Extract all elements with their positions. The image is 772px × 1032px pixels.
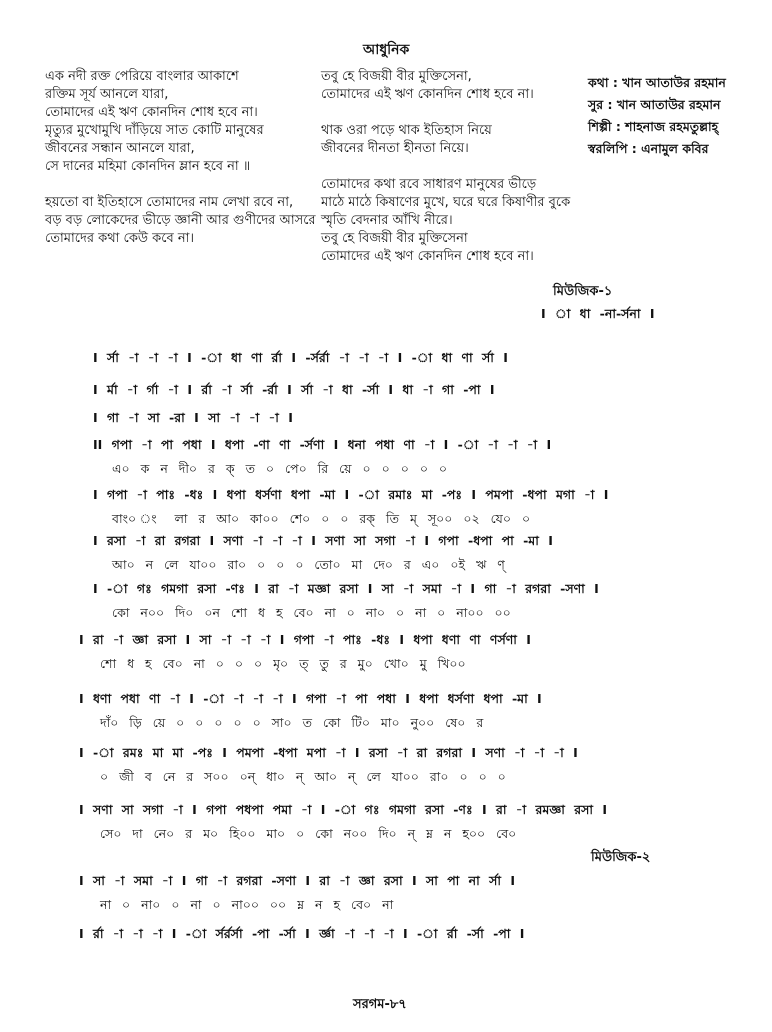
lyric-line: তোমাদের এই ঋণ কোনদিন শোধ হবে না।	[321, 87, 534, 102]
credit-lyricist: কথা : খান আতাউর রহমান	[588, 75, 726, 90]
lyric-syllables: না ০ না০ ০ না ০ না০০ ০০ ম্ন ন হ বে০ না	[100, 897, 394, 912]
lyric-line: তোমাদের কথা কেউ কবে না।	[45, 231, 195, 246]
lyric-line: মাঠে মাঠে কিষাণের মুখে, ঘরে ঘরে কিষাণীর বুকে	[321, 195, 571, 210]
lyric-syllables: সে০ দা নে০ র ম০ হি০০ মা০ ০ কো ন০০ দি০ ন্ ম্ন ন হ০০ বে০	[100, 826, 517, 841]
page-number: সরগম-৮৭	[353, 997, 407, 1012]
notation-row: I রা -া জ্ঞা রসা I সা -া -া -া I গপা -া পাঃ -ধঃ I ধপা ধণা ণা ণর্সণা I	[79, 632, 531, 647]
notation-row: I -া গঃ গমগা রসা -ণঃ I রা -া মজ্ঞা রসা I সা -া সমা -া I গা -া রগরা -সণা I	[93, 581, 599, 596]
lyric-syllables: কো ন০০ দি০ ০ন শো ধ হ বে০ না ০ না০ ০ না ০ না০০ ০০	[112, 605, 511, 620]
notation-row: I র্সা -া -া -া I -া ধা ণা র্রা I -র্সর্রা -া -া -া I -া ধা ণা র্সা I	[93, 350, 508, 365]
notation-row: I গপা -া পাঃ -ধঃ I ধপা ধর্সণা ধপা -মা I -া রমাঃ মা -পঃ I পমপা -ধপা মগা -া I	[93, 487, 609, 502]
lyric-syllables: ০ জী ব নে র স০০ ০ন্ ধা০ ন্ আ০ ন্ লে যা০০ রা০ ০ ০ ০	[100, 769, 506, 784]
lyric-line: তবু হে বিজয়ী বীর মুক্তিসেনা	[321, 231, 468, 246]
notation-row: I রসা -া রা রগরা I সণা -া -া -া I সণা সা সগা -া I গপা -ধপা পা -মা I	[93, 533, 553, 548]
lyric-line: তবু হে বিজয়ী বীর মুক্তিসেনা,	[321, 69, 472, 84]
page-title: আধুনিক	[363, 42, 410, 58]
lyric-syllables: আ০ ন লে যা০০ রা০ ০ ০ ০ তো০ মা দে০ র এ০ ০ই ঋ ণ্	[112, 557, 505, 572]
credit-notation: স্বরলিপি : এনামুল কবির	[588, 141, 709, 156]
lyric-line: জীবনের সন্ধান আনলে যারা,	[45, 141, 195, 156]
notation-row: I র্মা -া র্গা -া I র্রা -া র্সা -র্রা I র্সা -া ধা -র্সা I ধা -া গা -পা I	[93, 382, 495, 397]
lyric-syllables: শো ধ হ বে০ না ০ ০ ০ মৃ০ ত্ তু র মু০ খো০ মু খি০০	[100, 656, 466, 671]
lyric-syllables: এ০ ক ন দী০ র ক্ ত ০ পে০ রি য়ে ০ ০ ০ ০ ০	[112, 461, 448, 476]
music1-title: মিউজিক-১	[553, 284, 613, 299]
notation-row: I র্রা -া -া -া I -া র্সর্রর্সা -পা -র্সা I র্জ্ঞা -া -া -া I -া র্রা -র্সা -পা I	[79, 926, 525, 941]
lyric-line: স্মৃতি বেদনার আঁখি নীরে।	[321, 213, 453, 228]
music1-intro: I া ধা -না-র্সনা I	[541, 306, 655, 321]
lyric-line: এক নদী রক্ত পেরিয়ে বাংলার আকাশে	[45, 69, 239, 84]
lyric-line: থাক ওরা পড়ে থাক ইতিহাস নিয়ে	[321, 123, 492, 138]
lyric-syllables: বাং০ ং লা র আ০ কা০০ শে০ ০ ০ রক্ তি ম্ সূ০০ ০২ যে০ ০	[112, 511, 531, 526]
notation-row: I সণা সা সগা -া I গপা পধপা পমা -া I -া গঃ গমগা রসা -ণঃ I রা -া রমজ্ঞা রসা I	[79, 802, 608, 817]
notation-row: I সা -া সমা -া I গা -া রগরা -সণা I রা -া জ্ঞা রসা I সা পা না র্সা I	[79, 873, 515, 888]
lyric-line: বড় বড় লোকেদের ভীড়ে জ্ঞানী আর গুণীদের আসরে	[45, 213, 316, 228]
lyric-line: মৃত্যুর মুখোমুখি দাঁড়িয়ে সাত কোটি মানুষের	[45, 123, 264, 138]
lyric-line: রক্তিম সূর্য আনলে যারা,	[45, 87, 169, 102]
lyric-line: তোমাদের এই ঋণ কোনদিন শোধ হবে না।	[321, 249, 534, 264]
lyric-line: হয়তো বা ইতিহাসে তোমাদের নাম লেখা রবে না,	[45, 195, 294, 210]
notation-row: I গা -া সা -রা I সা -া -া -া I	[93, 410, 293, 425]
credit-composer: সুর : খান আতাউর রহমান	[588, 97, 721, 112]
notation-row: II গপা -া পা পধা I ধপা -ণা ণা -র্সণা I ধনা পধা ণা -া I -া -া -া -া I	[93, 437, 552, 452]
music2-title: মিউজিক-২	[591, 850, 651, 865]
lyric-line: জীবনের দীনতা হীনতা নিয়ে।	[321, 141, 469, 156]
lyric-line: তোমাদের কথা রবে সাধারণ মানুষের ভীড়ে	[321, 177, 537, 192]
notation-row: I -া রমঃ মা মা -পঃ I পমপা -ধপা মপা -া I রসা -া রা রগরা I সণা -া -া -া I	[79, 745, 578, 760]
lyric-line: তোমাদের এই ঋণ কোনদিন শোধ হবে না।	[45, 105, 258, 120]
lyric-syllables: দাঁ০ ড়ি য়ে ০ ০ ০ ০ ০ সা০ ত কো টি০ মা০ নু০০ ষে০ র	[100, 715, 484, 730]
lyric-line: সে দানের মহিমা কোনদিন ম্লান হবে না ॥	[45, 159, 251, 174]
notation-row: I ধণা পধা ণা -া I -া -া -া -া I গপা -া পা পধা I ধপা ধর্সণা ধপা -মা I	[79, 691, 542, 706]
credit-singer: শিল্পী : শাহনাজ রহমতুল্লাহ্	[588, 119, 719, 134]
